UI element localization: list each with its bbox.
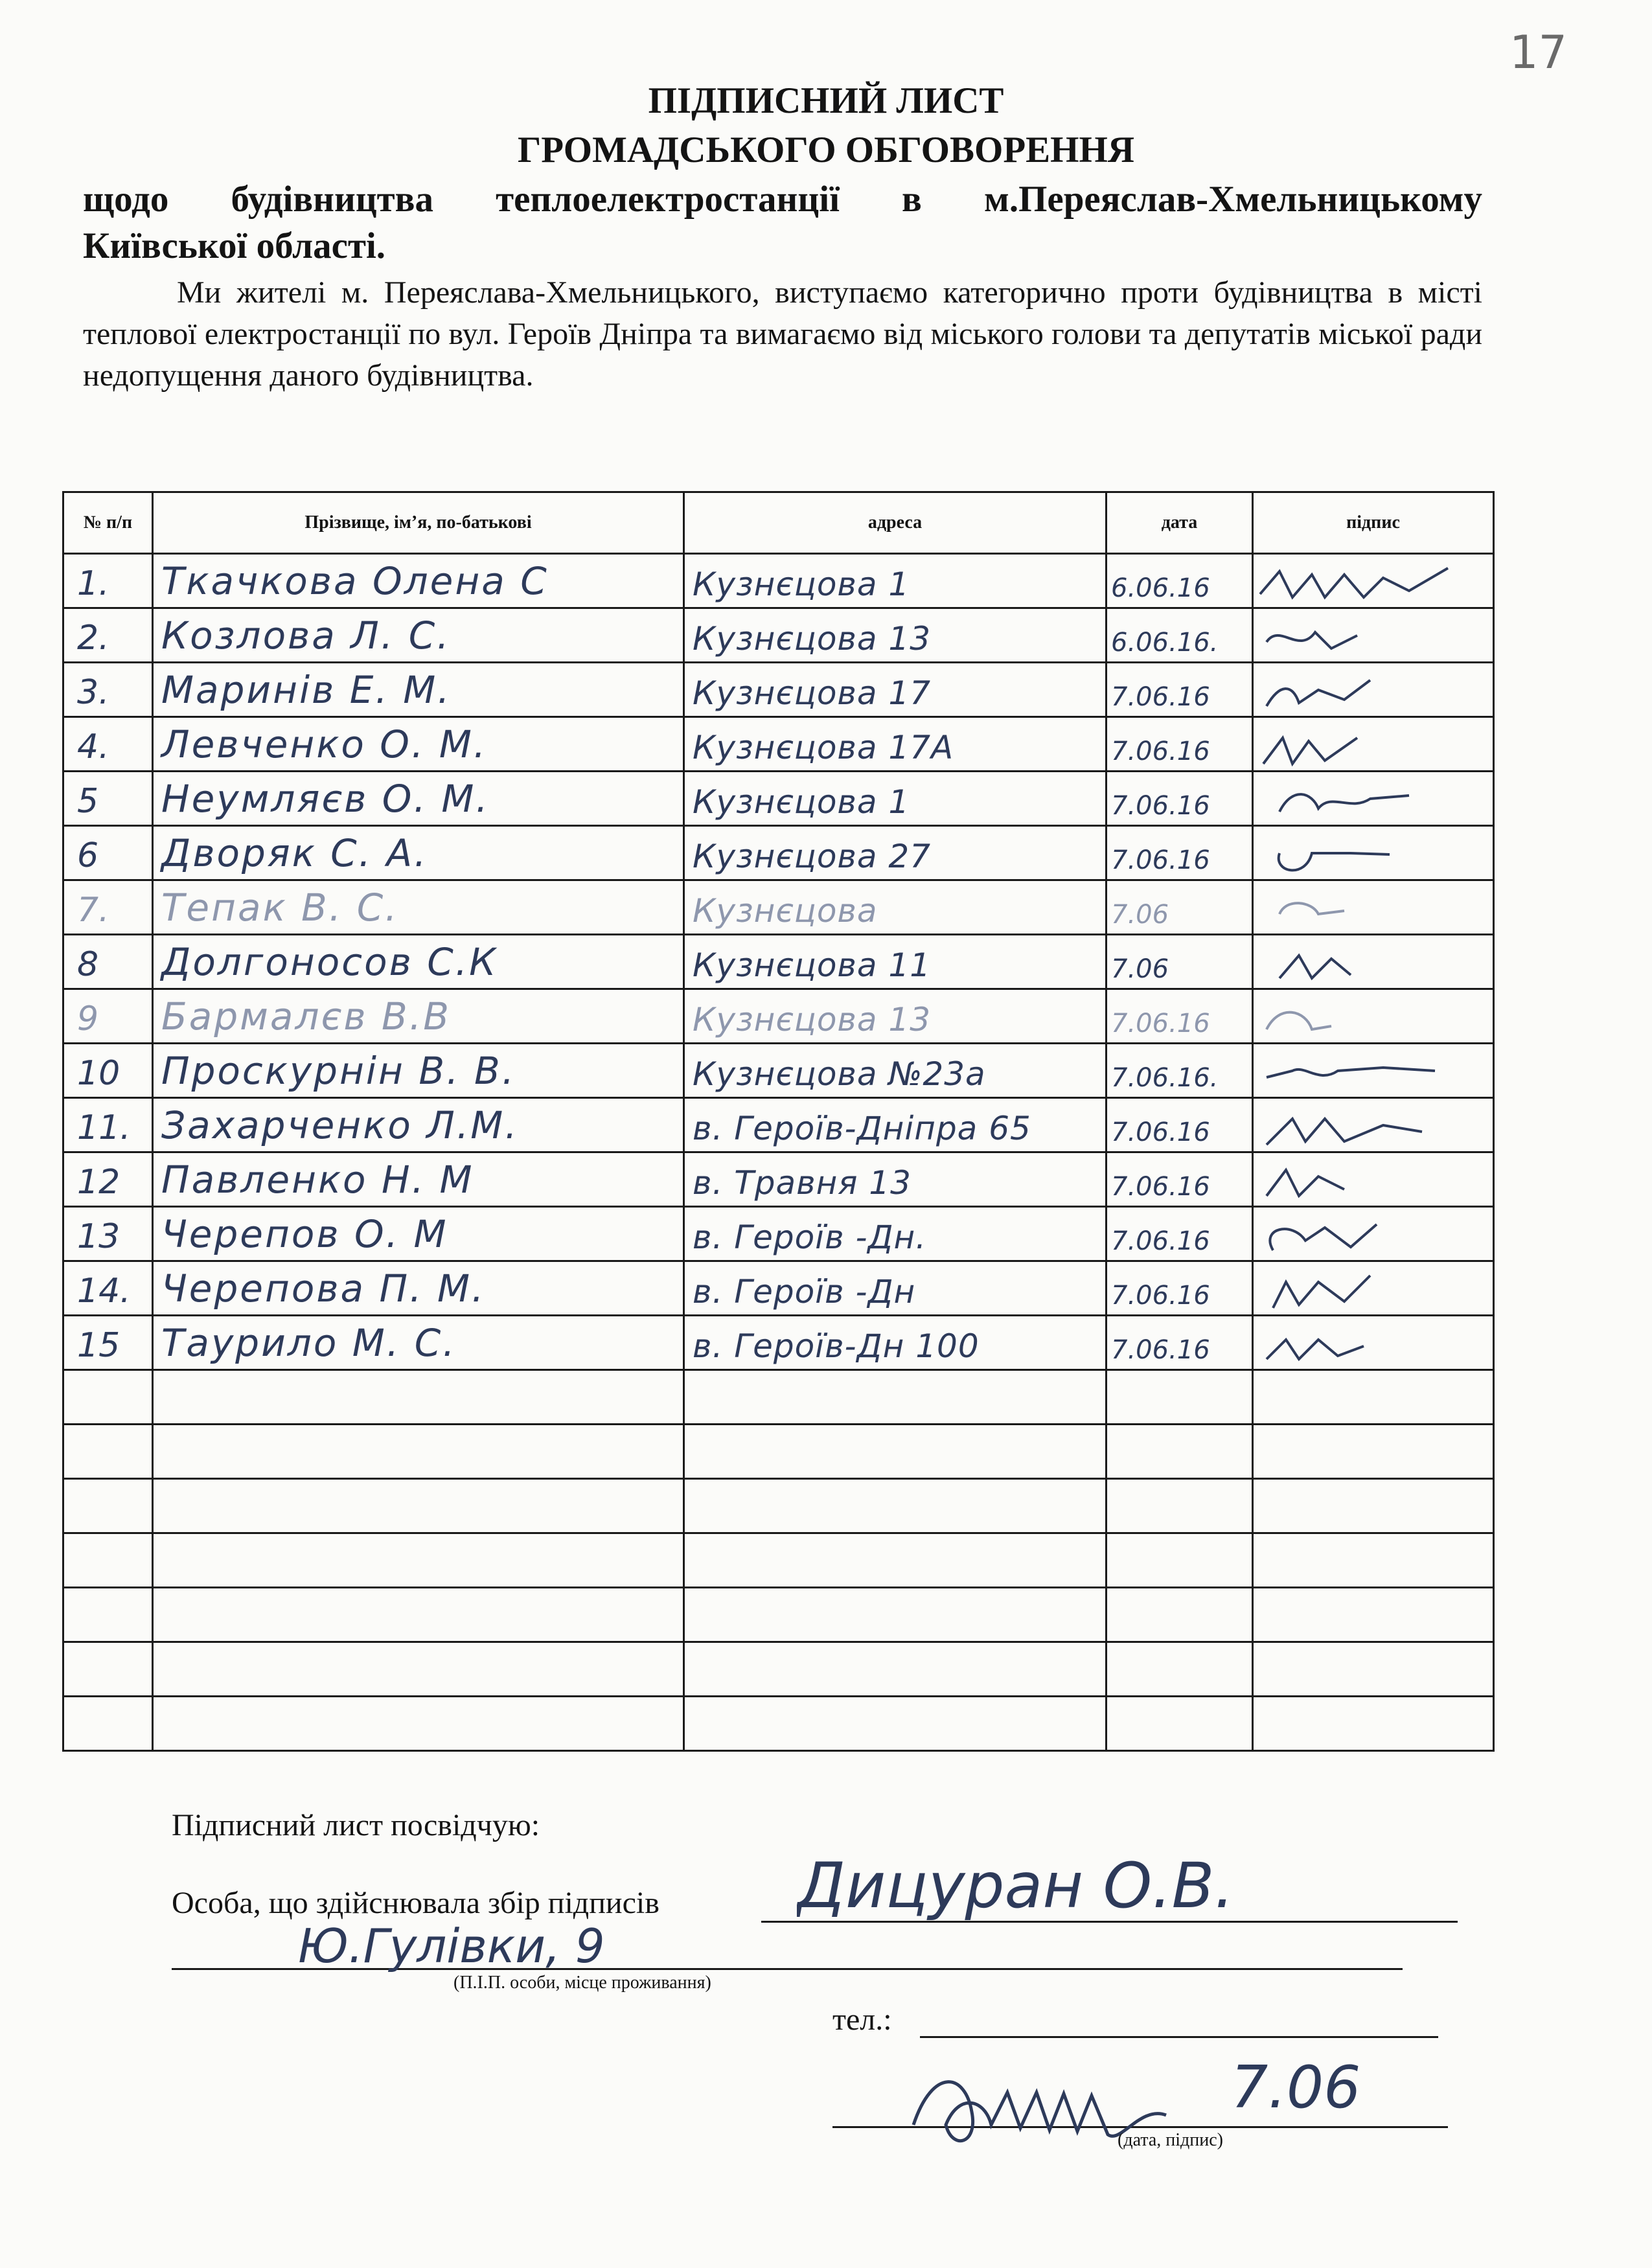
row-num: 10 [77, 1054, 120, 1093]
row-name-cell [153, 826, 684, 880]
row-address-cell [684, 826, 1107, 880]
row-address: Кузнєцова 1 [693, 783, 910, 821]
empty-table-row [63, 1697, 1494, 1751]
empty-cell [1253, 1588, 1494, 1642]
empty-cell [684, 1533, 1107, 1588]
empty-cell [1253, 1370, 1494, 1425]
row-name-cell [153, 1152, 684, 1207]
table-row [63, 1316, 1494, 1370]
empty-cell [153, 1642, 684, 1697]
row-num-cell [63, 1044, 153, 1098]
row-name-cell [153, 1044, 684, 1098]
row-num-cell [63, 880, 153, 935]
row-num: 1. [77, 564, 109, 603]
empty-table-row [63, 1588, 1494, 1642]
row-address: Кузнєцова 11 [693, 946, 932, 984]
row-date-cell [1107, 1316, 1253, 1370]
row-num-cell [63, 826, 153, 880]
row-address-cell [684, 772, 1107, 826]
column-header-address: адреса [684, 492, 1107, 554]
collector-label: Особа, що здійснювала збір підписів [172, 1886, 660, 1920]
row-signature-cell [1253, 1261, 1494, 1316]
row-signature-scribble [1254, 562, 1487, 607]
row-address: Кузнєцова [693, 892, 878, 930]
row-num: 7. [77, 891, 109, 930]
row-signature-scribble [1254, 725, 1487, 770]
row-name: Долгоносов С.К [161, 940, 498, 984]
row-address-cell [684, 608, 1107, 663]
empty-table-row [63, 1425, 1494, 1479]
column-header-num: № п/п [63, 492, 153, 554]
row-address-cell [684, 717, 1107, 772]
empty-cell [1107, 1425, 1253, 1479]
empty-cell [684, 1642, 1107, 1697]
final-date-handwriting: 7.06 [1231, 2054, 1361, 2122]
table-row [63, 1098, 1494, 1152]
row-address-cell [684, 1098, 1107, 1152]
empty-cell [153, 1479, 684, 1533]
row-address-cell [684, 1044, 1107, 1098]
phone-label: тел.: [832, 2002, 892, 2037]
row-address-cell [684, 1316, 1107, 1370]
phone-line [920, 2036, 1438, 2038]
row-name-cell [153, 1261, 684, 1316]
row-address: в. Травня 13 [693, 1164, 912, 1202]
row-num-cell [63, 1152, 153, 1207]
empty-cell [63, 1697, 153, 1751]
table-row [63, 935, 1494, 989]
row-num-cell [63, 935, 153, 989]
row-name-cell [153, 554, 684, 608]
row-address: в. Героїв-Дн 100 [693, 1327, 980, 1365]
row-date-cell [1107, 1098, 1253, 1152]
row-name: Захарченко Л.М. [161, 1103, 519, 1147]
table-row [63, 880, 1494, 935]
row-address: Кузнєцова 13 [693, 620, 932, 658]
row-name-cell [153, 1316, 684, 1370]
table-row [63, 826, 1494, 880]
row-address: в. Героїв-Дніпра 65 [693, 1110, 1031, 1147]
document-subtitle: щодо будівництва теплоелектростанції в м.Переяслав-Хмельницькому [83, 179, 1482, 220]
row-name-cell [153, 1207, 684, 1261]
empty-cell [1253, 1533, 1494, 1588]
date-sign-caption: (дата, підпис) [1118, 2130, 1224, 2150]
row-name-cell [153, 717, 684, 772]
empty-cell [1107, 1642, 1253, 1697]
row-num-cell [63, 554, 153, 608]
row-signature-cell [1253, 935, 1494, 989]
row-name-cell [153, 772, 684, 826]
row-signature-cell [1253, 1098, 1494, 1152]
residence-handwriting: Ю.Гулівки, 9 [298, 1919, 605, 1973]
row-address: Кузнєцова №23а [693, 1055, 986, 1093]
row-name: Проскурнін В. В. [161, 1049, 516, 1093]
row-num-cell [63, 1207, 153, 1261]
row-address-cell [684, 880, 1107, 935]
row-num: 13 [77, 1217, 120, 1256]
row-date-cell [1107, 880, 1253, 935]
row-num: 15 [77, 1326, 120, 1365]
row-signature-cell [1253, 772, 1494, 826]
row-signature-cell [1253, 663, 1494, 717]
row-name-cell [153, 608, 684, 663]
empty-cell [153, 1533, 684, 1588]
empty-cell [1253, 1642, 1494, 1697]
row-name: Черепов О. М [161, 1212, 448, 1256]
row-num-cell [63, 663, 153, 717]
row-date: 7.06.16 [1111, 1226, 1210, 1256]
empty-cell [1253, 1425, 1494, 1479]
row-date: 7.06 [1111, 900, 1169, 930]
row-num-cell [63, 772, 153, 826]
empty-cell [1107, 1479, 1253, 1533]
row-name-cell [153, 880, 684, 935]
row-signature-scribble [1254, 670, 1487, 716]
empty-cell [1107, 1588, 1253, 1642]
empty-cell [1107, 1533, 1253, 1588]
row-date-cell [1107, 772, 1253, 826]
row-date: 7.06.16 [1111, 1172, 1210, 1202]
row-date: 7.06 [1111, 954, 1169, 984]
row-date: 7.06.16 [1111, 845, 1210, 875]
empty-cell [684, 1588, 1107, 1642]
row-address: в. Героїв -Дн. [693, 1219, 927, 1256]
table-row [63, 663, 1494, 717]
row-date: 6.06.16 [1111, 573, 1210, 603]
row-signature-scribble [1254, 834, 1487, 879]
row-signature-cell [1253, 554, 1494, 608]
table-body [63, 554, 1494, 1751]
row-address-cell [684, 1261, 1107, 1316]
row-num-cell [63, 1098, 153, 1152]
document-title-line2: ГРОМАДСЬКОГО ОБГОВОРЕННЯ [517, 130, 1135, 170]
row-signature-scribble [1254, 616, 1487, 661]
certify-label: Підписний лист посвідчую: [172, 1808, 540, 1842]
row-num: 11. [77, 1108, 131, 1147]
table-row [63, 1152, 1494, 1207]
column-header-name: Прізвище, ім’я, по-батькові [153, 492, 684, 554]
empty-cell [153, 1588, 684, 1642]
row-address-cell [684, 1152, 1107, 1207]
row-signature-cell [1253, 608, 1494, 663]
row-date-cell [1107, 1261, 1253, 1316]
row-name-cell [153, 989, 684, 1044]
row-num: 2. [77, 619, 109, 658]
row-signature-scribble [1254, 1215, 1487, 1260]
empty-table-row [63, 1479, 1494, 1533]
row-signature-cell [1253, 1316, 1494, 1370]
row-num: 12 [77, 1163, 120, 1202]
row-address: Кузнєцова 1 [693, 566, 910, 603]
row-address-cell [684, 554, 1107, 608]
page-number-mark: 17 [1509, 26, 1568, 79]
row-date: 7.06.16 [1111, 1335, 1210, 1365]
table-header-row [63, 492, 1494, 554]
row-name: Бармалєв В.В [161, 994, 451, 1038]
row-name: Павленко Н. М [161, 1158, 474, 1202]
row-address-cell [684, 663, 1107, 717]
empty-table-row [63, 1370, 1494, 1425]
row-date: 7.06.16 [1111, 1281, 1210, 1311]
empty-cell [63, 1370, 153, 1425]
row-address-cell [684, 989, 1107, 1044]
row-num: 8 [77, 945, 99, 984]
row-signature-scribble [1254, 1051, 1487, 1097]
row-date: 7.06.16 [1111, 682, 1210, 712]
empty-cell [1107, 1370, 1253, 1425]
row-date-cell [1107, 608, 1253, 663]
column-header-date: дата [1107, 492, 1253, 554]
row-num: 5 [77, 782, 99, 821]
row-address: Кузнєцова 13 [693, 1001, 932, 1038]
row-num: 9 [77, 1000, 99, 1038]
row-date: 7.06.16 [1111, 791, 1210, 821]
row-date: 7.06.16 [1111, 737, 1210, 766]
table-row [63, 989, 1494, 1044]
table-row [63, 1207, 1494, 1261]
pib-caption: (П.І.П. особи, місце проживання) [453, 1973, 711, 1993]
row-date-cell [1107, 935, 1253, 989]
row-date: 7.06.16 [1111, 1117, 1210, 1147]
row-address-cell [684, 1207, 1107, 1261]
column-header-signature: підпис [1253, 492, 1494, 554]
table-row [63, 772, 1494, 826]
row-date-cell [1107, 989, 1253, 1044]
row-num-cell [63, 608, 153, 663]
signature-table [62, 491, 1495, 1752]
row-name: Дворяк С. А. [161, 831, 428, 875]
row-address: Кузнєцова 17А [693, 729, 954, 766]
row-date: 6.06.16. [1111, 628, 1219, 658]
empty-table-row [63, 1533, 1494, 1588]
row-signature-scribble [1254, 888, 1487, 934]
row-name-cell [153, 1098, 684, 1152]
empty-cell [1107, 1697, 1253, 1751]
row-date-cell [1107, 1044, 1253, 1098]
row-num-cell [63, 717, 153, 772]
empty-cell [684, 1479, 1107, 1533]
table-row [63, 608, 1494, 663]
row-date-cell [1107, 1152, 1253, 1207]
row-date: 7.06.16. [1111, 1063, 1219, 1093]
row-signature-scribble [1254, 997, 1487, 1042]
row-num: 6 [77, 836, 99, 875]
empty-cell [153, 1370, 684, 1425]
empty-cell [1253, 1479, 1494, 1533]
petition-text: Ми жителі м. Переяслава-Хмельницького, виступаємо категорично проти будівництва в місті теплової електростанції по вул. Героїв Дніпра та вимагаємо від міського голови та депутатів міської ради недопущення даного будівництва. [83, 275, 1482, 393]
empty-cell [63, 1533, 153, 1588]
table-row [63, 554, 1494, 608]
row-num: 14. [77, 1272, 131, 1311]
row-num: 4. [77, 727, 109, 766]
row-address: Кузнєцова 17 [693, 674, 932, 712]
row-signature-scribble [1254, 1269, 1487, 1314]
row-name: Черепова П. М. [161, 1266, 486, 1311]
empty-cell [153, 1425, 684, 1479]
table-row [63, 1044, 1494, 1098]
row-name: Тепак В. С. [161, 886, 399, 930]
document-title: ПІДПИСНИЙ ЛИСТ [648, 80, 1004, 121]
row-signature-scribble [1254, 1160, 1487, 1206]
row-signature-scribble [1254, 1106, 1487, 1151]
row-num-cell [63, 989, 153, 1044]
empty-cell [684, 1370, 1107, 1425]
row-signature-scribble [1254, 779, 1487, 825]
row-signature-scribble [1254, 943, 1487, 988]
row-signature-cell [1253, 1044, 1494, 1098]
empty-cell [684, 1697, 1107, 1751]
row-address: в. Героїв -Дн [693, 1273, 916, 1311]
row-name: Неумляєв О. М. [161, 777, 490, 821]
row-num-cell [63, 1261, 153, 1316]
empty-table-row [63, 1642, 1494, 1697]
row-signature-scribble [1254, 1323, 1487, 1369]
row-name: Таурило М. С. [161, 1321, 457, 1365]
row-date-cell [1107, 554, 1253, 608]
row-name-cell [153, 663, 684, 717]
document-subtitle-line2: Київської області. [83, 225, 386, 266]
row-signature-cell [1253, 1207, 1494, 1261]
empty-cell [1253, 1697, 1494, 1751]
empty-cell [684, 1425, 1107, 1479]
row-date: 7.06.16 [1111, 1009, 1210, 1038]
empty-cell [153, 1697, 684, 1751]
row-date-cell [1107, 1207, 1253, 1261]
empty-cell [63, 1642, 153, 1697]
row-name: Ткачкова Олена С [161, 559, 549, 603]
row-signature-cell [1253, 717, 1494, 772]
row-date-cell [1107, 717, 1253, 772]
row-num-cell [63, 1316, 153, 1370]
row-date-cell [1107, 826, 1253, 880]
row-name: Маринів Е. М. [161, 668, 452, 712]
row-name-cell [153, 935, 684, 989]
table-row [63, 717, 1494, 772]
row-address-cell [684, 935, 1107, 989]
row-date-cell [1107, 663, 1253, 717]
row-name: Левченко О. М. [161, 722, 488, 766]
row-name: Козлова Л. С. [161, 613, 451, 658]
empty-cell [63, 1425, 153, 1479]
empty-cell [63, 1479, 153, 1533]
row-signature-cell [1253, 880, 1494, 935]
empty-cell [63, 1588, 153, 1642]
row-num: 3. [77, 673, 109, 712]
table-row [63, 1261, 1494, 1316]
row-address: Кузнєцова 27 [693, 838, 932, 875]
row-signature-cell [1253, 826, 1494, 880]
collector-name-handwriting: Дицуран О.В. [797, 1850, 1235, 1922]
row-signature-cell [1253, 1152, 1494, 1207]
row-signature-cell [1253, 989, 1494, 1044]
